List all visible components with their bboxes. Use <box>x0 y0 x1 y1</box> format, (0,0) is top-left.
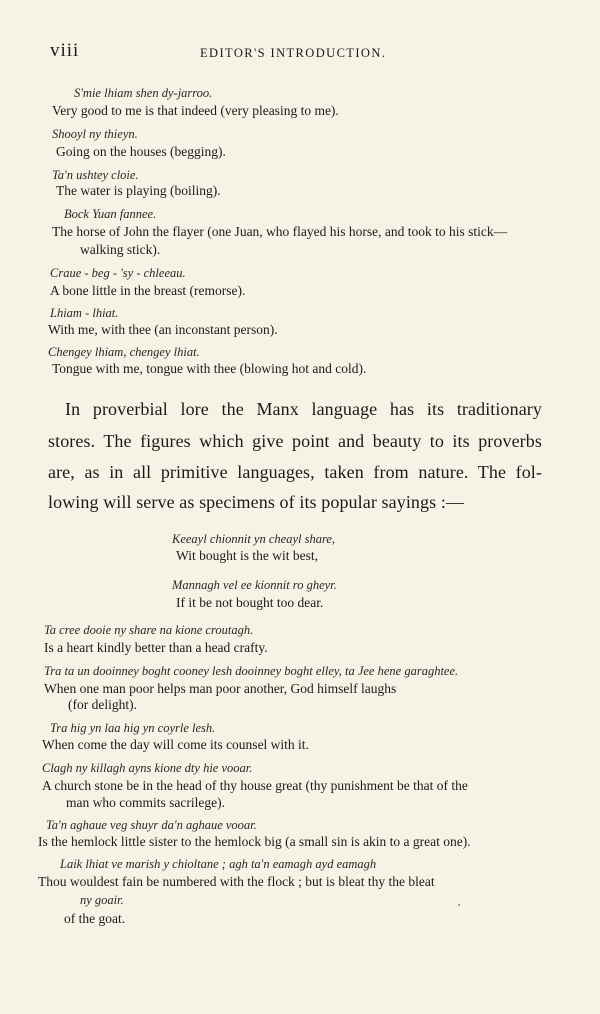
proverb-manx: Tra ta un dooinney boght cooney lesh dooinney boght elley, ta Jee hene garaghtee. <box>44 664 459 678</box>
example-manx: Chengey lhiam, chengey lhiat. <box>48 345 200 359</box>
proverb-english-continued: man who commits sacrilege). <box>66 795 225 810</box>
proverb-manx: Ta'n aghaue veg shuyr da'n aghaue vooar. <box>46 818 257 832</box>
running-head: EDITOR'S INTRODUCTION. <box>200 46 387 60</box>
proverb-english: Is a heart kindly better than a head crafty. <box>44 640 268 655</box>
proverb-english: A church stone be in the head of thy house great (thy punishment be that of the <box>42 778 468 793</box>
example-manx: Ta'n ushtey cloie. <box>52 168 139 182</box>
proverb-manx: Laik lhiat ve marish y chioltane ; agh ta'n eamagh ayd eamagh <box>60 857 377 871</box>
proverb-english: Wit bought is the wit best, <box>176 548 318 563</box>
proverb-english-continued: (for delight). <box>68 697 137 712</box>
proverb-english-continued: of the goat. <box>64 911 126 926</box>
example-english: A bone little in the breast (remorse). <box>50 283 246 298</box>
example-manx: Bock Yuan fannee. <box>64 207 157 221</box>
proverb-english: If it be not bought too dear. <box>176 595 324 610</box>
proverb-english: Is the hemlock little sister to the hemlock big (a small sin is akin to a great one). <box>38 834 471 849</box>
example-english: Tongue with me, tongue with thee (blowing hot and cold). <box>52 361 367 376</box>
example-manx: Lhiam - lhiat. <box>50 306 119 320</box>
paragraph-line: are, as in all primitive languages, taken from nature. The fol- <box>48 462 542 482</box>
example-manx: S'mie lhiam shen dy-jarroo. <box>74 86 213 100</box>
example-manx: Shooyl ny thieyn. <box>52 127 138 141</box>
page-number: viii <box>50 40 80 61</box>
example-english: Going on the houses (begging). <box>56 144 226 159</box>
proverb-english: Thou wouldest fain be numbered with the flock ; but is bleat thy the bleat <box>38 874 435 889</box>
proverb-manx: Mannagh vel ee kionnit ro gheyr. <box>172 578 337 592</box>
ink-speck <box>458 904 460 906</box>
paragraph-line: stores. The figures which give point and beauty to its proverbs <box>48 431 542 451</box>
example-english: With me, with thee (an inconstant person). <box>48 322 278 337</box>
paragraph-line: In proverbial lore the Manx language has its traditionary <box>65 399 542 419</box>
proverb-manx-continued: ny goair. <box>80 893 124 907</box>
proverb-manx: Clagh ny killagh ayns kione dty hie vooar. <box>42 761 253 775</box>
proverb-manx: Tra hig yn laa hig yn coyrle lesh. <box>50 721 216 735</box>
example-manx: Craue - beg - 'sy - chleeau. <box>50 266 186 280</box>
proverb-english: When one man poor helps man poor another, God himself laughs <box>44 681 397 696</box>
example-english-continued: walking stick). <box>80 242 161 257</box>
paragraph-line: lowing will serve as specimens of its popular sayings :— <box>48 492 465 512</box>
example-english: Very good to me is that indeed (very pleasing to me). <box>52 103 339 118</box>
example-english: The horse of John the flayer (one Juan, who flayed his horse, and took to his stick— <box>52 224 508 239</box>
proverb-manx: Ta cree dooie ny share na kione croutagh. <box>44 623 254 637</box>
proverb-manx: Keeayl chionnit yn cheayl share, <box>172 532 336 546</box>
example-english: The water is playing (boiling). <box>56 183 221 198</box>
proverb-english: When come the day will come its counsel with it. <box>42 737 309 752</box>
